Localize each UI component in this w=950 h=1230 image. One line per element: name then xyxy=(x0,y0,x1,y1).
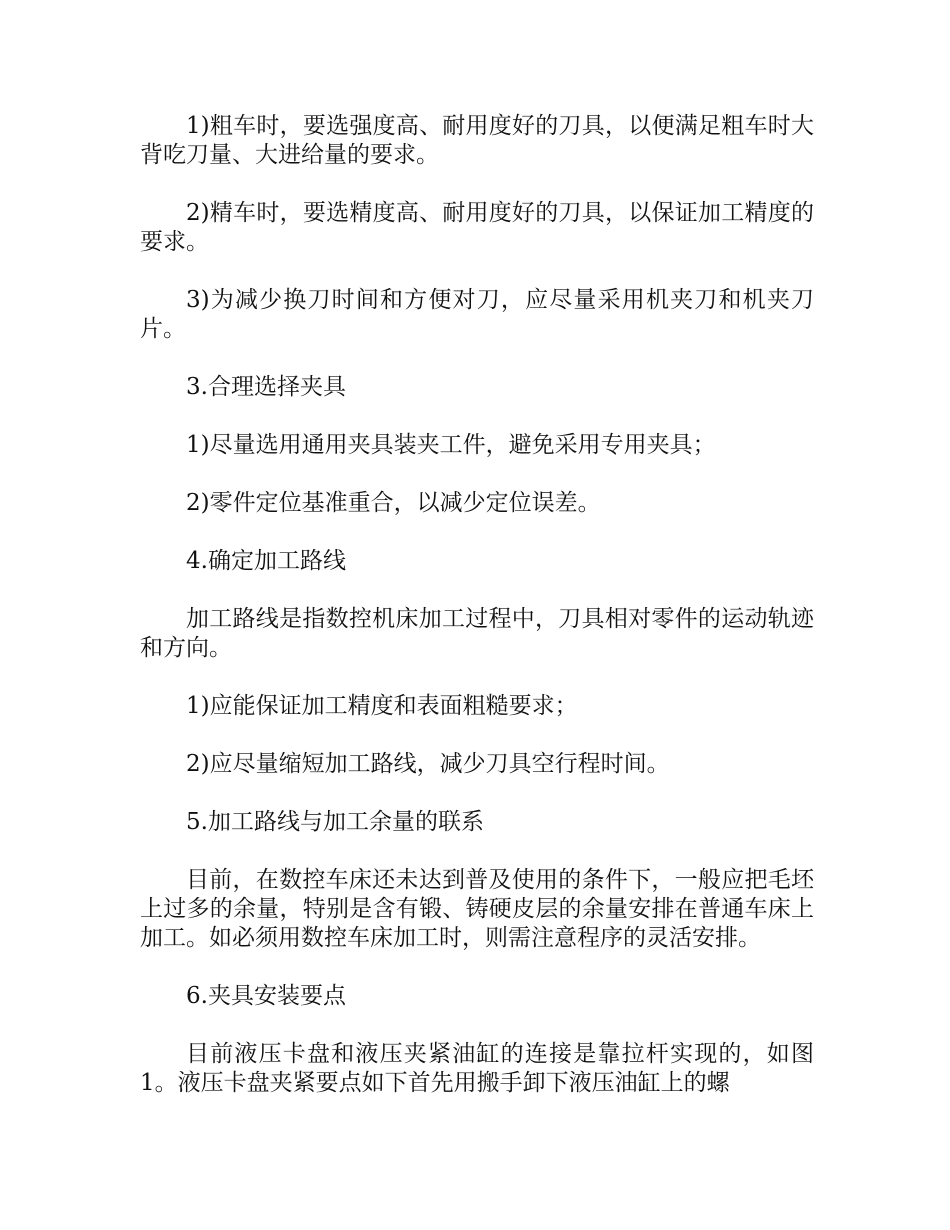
paragraph-datum-coincide: 2)零件定位基准重合，以减少定位误差。 xyxy=(186,490,601,516)
paragraph-finish-turning-tool: 2)精车时，要选精度高、耐用度好的刀具，以保证加工精度的要求。 xyxy=(140,200,814,255)
paragraph-clamped-tool: 3)为减少换刀时间和方便对刀，应尽量采用机夹刀和机夹刀片。 xyxy=(140,287,814,342)
paragraph-path-definition: 加工路线是指数控机床加工过程中，刀具相对零件的运动轨迹和方向。 xyxy=(140,606,814,661)
paragraph-general-fixture: 1)尽量选用通用夹具装夹工件，避免采用专用夹具； xyxy=(186,432,716,458)
section-heading-fixture: 3.合理选择夹具 xyxy=(186,374,346,400)
paragraph-path-accuracy: 1)应能保证加工精度和表面粗糙要求； xyxy=(186,693,578,719)
paragraph-hydraulic-chuck: 目前液压卡盘和液压夹紧油缸的连接是靠拉杆实现的，如图1。液压卡盘夹紧要点如下首先用搬手卸下液压油缸上的螺 xyxy=(140,1041,814,1096)
section-heading-fixture-install: 6.夹具安装要点 xyxy=(186,983,346,1009)
paragraph-path-shorten: 2)应尽量缩短加工路线，减少刀具空行程时间。 xyxy=(186,751,670,777)
paragraph-allowance-arrangement: 目前，在数控车床还未达到普及使用的条件下，一般应把毛坯上过多的余量，特别是含有锻、铸硬皮层的余量安排在普通车床上加工。如必须用数控车床加工时，则需注意程序的灵活安排。 xyxy=(140,867,814,951)
section-heading-path-allowance: 5.加工路线与加工余量的联系 xyxy=(186,809,484,835)
document-page xyxy=(140,112,814,1127)
paragraph-rough-turning-tool: 1)粗车时，要选强度高、耐用度好的刀具，以便满足粗车时大背吃刀量、大进给量的要求。 xyxy=(140,113,814,168)
section-heading-machining-path: 4.确定加工路线 xyxy=(186,548,346,574)
